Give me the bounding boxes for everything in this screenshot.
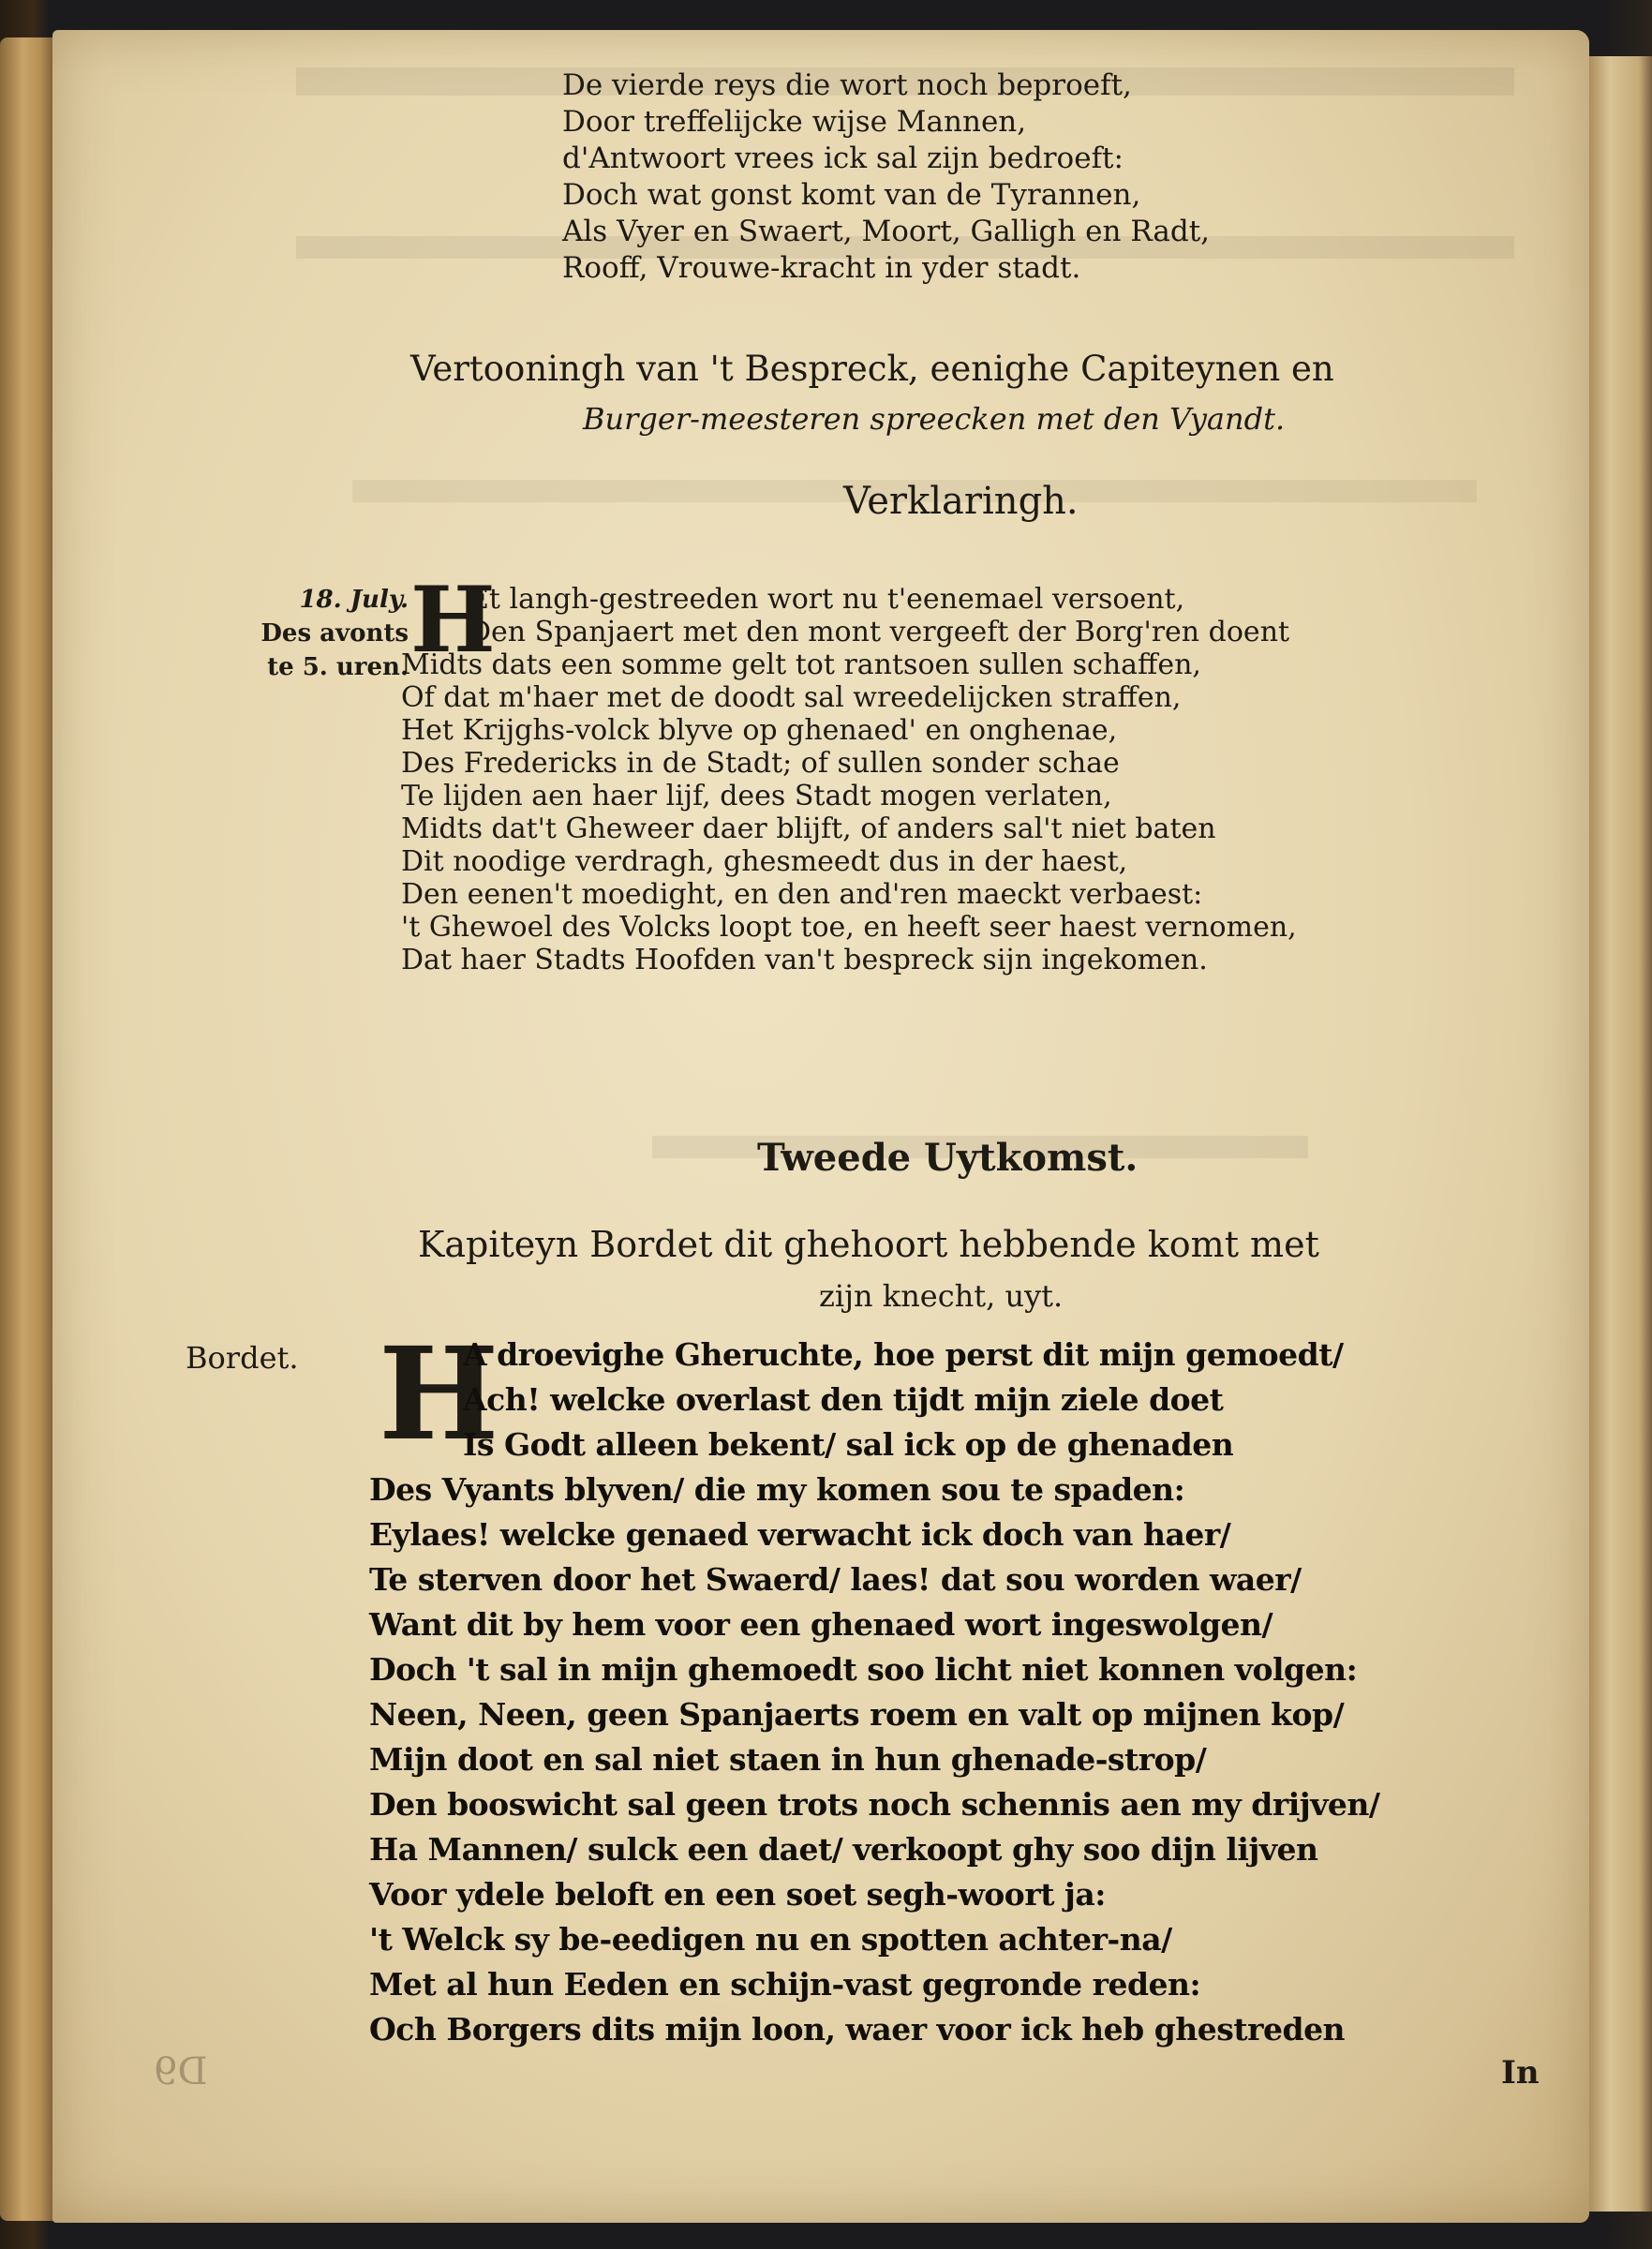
verse-line: 't Welck sy be-eedigen nu en spotten achter-na/	[369, 1921, 1172, 1958]
page-stack-left	[0, 37, 58, 2221]
book-page	[52, 30, 1589, 2223]
stanza-line: Als Vyer en Swaert, Moort, Galligh en Radt,	[562, 215, 1211, 248]
verse-line: Want dit by hem voor een ghenaed wort ingeswolgen/	[369, 1606, 1273, 1643]
uytkomst-title: Tweede Uytkomst.	[757, 1136, 1139, 1180]
verse-line: Den eenen't moedight, en den and'ren maeckt verbaest:	[401, 878, 1203, 911]
speaker-label: Bordet.	[186, 1340, 299, 1376]
verse-line: Ach! welcke overlast den tijdt mijn ziele doet	[463, 1381, 1224, 1418]
verklaringh-verse	[401, 567, 1297, 976]
catchword: In	[1501, 2054, 1540, 2092]
verse-line: A droevighe Gheruchte, hoe perst dit mijn gemoedt/	[463, 1336, 1344, 1373]
verse-line: Ha Mannen/ sulck een daet/ verkoopt ghy soo dijn lijven	[369, 1831, 1318, 1868]
verse-line: Mijn doot en sal niet staen in hun ghenade-strop/	[369, 1741, 1207, 1778]
verse-line: Met al hun Eeden en schijn-vast gegronde reden:	[369, 1966, 1201, 2003]
signature-mark: D9	[154, 2050, 208, 2093]
verse-line: Voor ydele beloft en een soet segh-woort ja:	[369, 1876, 1106, 1913]
verse-line: 't Ghewoel des Volcks loopt toe, en heeft seer haest vernomen,	[401, 911, 1297, 944]
stanza-line: d'Antwoort vrees ick sal zijn bedroeft:	[562, 141, 1124, 175]
verse-line: Of dat m'haer met de doodt sal wreedelijcken straffen,	[401, 681, 1182, 714]
stanza-line: Door treffelijcke wijse Mannen,	[562, 105, 1027, 139]
scene-heading-line1: Vertooningh van 't Bespreck, eenighe Capiteynen en	[410, 349, 1334, 389]
verklaringh-dropcap: H	[410, 567, 496, 673]
verse-line: Is Godt alleen bekent/ sal ick op de ghenaden	[463, 1426, 1234, 1463]
verse-line: Doch 't sal in mijn ghemoedt soo licht niet konnen volgen:	[369, 1651, 1358, 1688]
verse-line: Och Borgers dits mijn loon, waer voor ick heb ghestreden	[369, 2011, 1346, 2048]
stanza-line: Doch wat gonst komt van de Tyrannen,	[562, 178, 1141, 212]
verse-line: Dit noodige verdragh, ghesmeedt dus in der haest,	[401, 845, 1128, 878]
margin-note-hour: te 5. uren.	[267, 653, 409, 681]
verse-line: Des Vyants blyven/ die my komen sou te spaden:	[369, 1471, 1185, 1508]
verse-line: Midts dat't Gheweer daer blijft, of anders sal't niet baten	[401, 812, 1216, 845]
scene-heading2-line1: Kapiteyn Bordet dit ghehoort hebbende komt met	[418, 1224, 1319, 1265]
scene-heading-line2: Burger-meesteren spreecken met den Vyandt.	[583, 401, 1286, 437]
bordet-verse	[369, 1319, 1380, 2052]
verse-line: Het Krijghs-volck blyve op ghenaed' en onghenae,	[401, 714, 1118, 747]
scene-heading2-line2: zijn knecht, uyt.	[819, 1278, 1064, 1314]
verse-line: Midts dats een somme gelt tot rantsoen sullen schaffen,	[401, 648, 1201, 681]
margin-note-time: Des avonts	[260, 619, 409, 648]
page-stack-right	[1587, 56, 1652, 2212]
verse-line: Eylaes! welcke genaed verwacht ick doch van haer/	[369, 1516, 1231, 1553]
verklaringh-title: Verklaringh.	[843, 480, 1079, 523]
verse-line: Den booswicht sal geen trots noch schennis aen my drijven/	[369, 1786, 1380, 1823]
verse-line: Des Fredericks in de Stadt; of sullen sonder schae	[401, 747, 1120, 780]
bordet-dropcap: H	[379, 1319, 499, 1469]
margin-note-date: 18. July.	[299, 586, 409, 614]
verse-line: Dat haer Stadts Hoofden van't bespreck sijn ingekomen.	[401, 944, 1208, 976]
opening-stanza	[562, 67, 1210, 287]
verse-line: Te lijden aen haer lijf, dees Stadt mogen verlaten,	[401, 780, 1112, 812]
verse-line: Te sterven door het Swaerd/ laes! dat sou worden waer/	[369, 1561, 1302, 1598]
verse-line: Den Spanjaert met den mont vergeeft der Borg'ren doent	[469, 616, 1290, 648]
verse-line: Et langh-gestreeden wort nu t'eenemael versoent,	[469, 583, 1185, 616]
verse-line: Neen, Neen, geen Spanjaerts roem en valt op mijnen kop/	[369, 1696, 1345, 1733]
stanza-line: De vierde reys die wort noch beproeft,	[562, 68, 1132, 102]
margin-note	[156, 583, 409, 684]
stanza-line: Rooff, Vrouwe-kracht in yder stadt.	[562, 251, 1081, 285]
